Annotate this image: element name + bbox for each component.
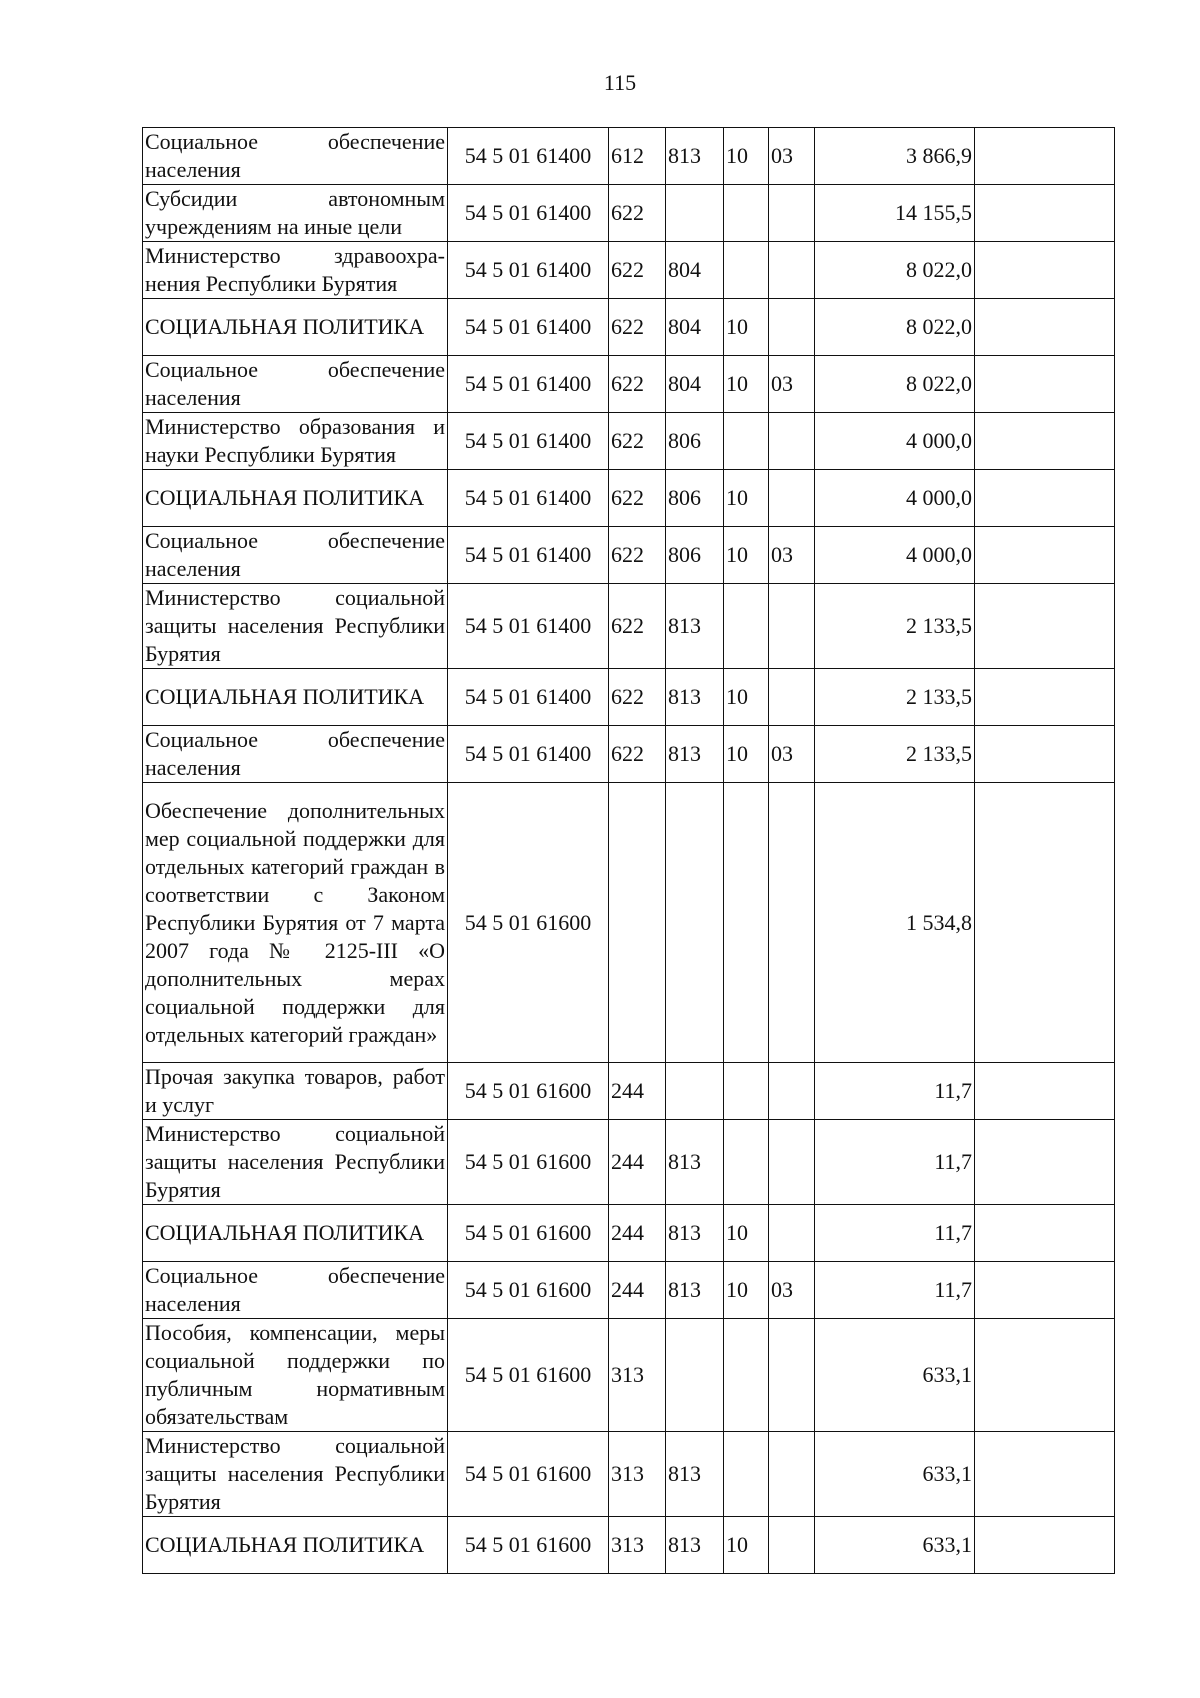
row-name: Министерство здравоохранения Республики Бурятия — [143, 242, 448, 299]
table-row — [143, 1432, 1115, 1517]
row-ministry-code: 804 — [666, 242, 724, 299]
row-subsection: 03 — [769, 356, 815, 413]
row-section — [724, 185, 769, 242]
row-extra — [975, 1120, 1115, 1205]
row-section: 10 — [724, 470, 769, 527]
row-extra — [975, 242, 1115, 299]
row-expense-type: 313 — [609, 1432, 666, 1517]
row-subsection — [769, 1063, 815, 1120]
row-extra — [975, 1517, 1115, 1574]
row-amount: 3 866,9 — [815, 128, 975, 185]
row-expense-type: 622 — [609, 470, 666, 527]
row-expense-type: 622 — [609, 242, 666, 299]
row-section — [724, 783, 769, 1063]
row-name: СОЦИАЛЬНАЯ ПОЛИТИКА — [143, 299, 448, 356]
row-ministry-code: 813 — [666, 1262, 724, 1319]
row-subsection: 03 — [769, 1262, 815, 1319]
row-name: Социальное обеспечение населения — [143, 1262, 448, 1319]
row-section: 10 — [724, 669, 769, 726]
row-target-article: 54 5 01 61400 — [448, 242, 609, 299]
row-name: Министерство образования и науки Республики Бурятия — [143, 413, 448, 470]
row-name: СОЦИАЛЬНАЯ ПОЛИТИКА — [143, 470, 448, 527]
row-name: Министерство социальной защиты населения Республики Бурятия — [143, 1432, 448, 1517]
row-expense-type: 244 — [609, 1063, 666, 1120]
row-subsection — [769, 1432, 815, 1517]
row-ministry-code: 813 — [666, 1432, 724, 1517]
row-section: 10 — [724, 299, 769, 356]
table-row — [143, 1262, 1115, 1319]
table-row — [143, 527, 1115, 584]
table-row — [143, 1205, 1115, 1262]
row-target-article: 54 5 01 61400 — [448, 128, 609, 185]
row-subsection — [769, 669, 815, 726]
row-subsection — [769, 299, 815, 356]
table-row — [143, 726, 1115, 783]
row-ministry-code: 813 — [666, 1120, 724, 1205]
row-amount: 4 000,0 — [815, 527, 975, 584]
row-target-article: 54 5 01 61400 — [448, 413, 609, 470]
row-amount: 1 534,8 — [815, 783, 975, 1063]
row-name: Субсидии автономным учреждениям на иные цели — [143, 185, 448, 242]
row-target-article: 54 5 01 61600 — [448, 1517, 609, 1574]
row-extra — [975, 1319, 1115, 1432]
row-ministry-code: 813 — [666, 1517, 724, 1574]
row-target-article: 54 5 01 61400 — [448, 470, 609, 527]
row-expense-type: 313 — [609, 1319, 666, 1432]
row-expense-type: 622 — [609, 356, 666, 413]
table-row — [143, 242, 1115, 299]
row-ministry-code: 813 — [666, 1205, 724, 1262]
row-section — [724, 413, 769, 470]
row-expense-type: 244 — [609, 1205, 666, 1262]
row-expense-type: 622 — [609, 413, 666, 470]
row-name: Министерство социальной защиты населения Республики Бурятия — [143, 584, 448, 669]
row-subsection — [769, 242, 815, 299]
row-name: Социальное обеспечение населения — [143, 128, 448, 185]
table-row — [143, 669, 1115, 726]
row-expense-type — [609, 783, 666, 1063]
row-extra — [975, 1262, 1115, 1319]
row-subsection — [769, 1205, 815, 1262]
row-subsection — [769, 783, 815, 1063]
row-amount: 11,7 — [815, 1262, 975, 1319]
row-section: 10 — [724, 1205, 769, 1262]
row-ministry-code — [666, 1063, 724, 1120]
table-row — [143, 185, 1115, 242]
row-ministry-code: 806 — [666, 470, 724, 527]
row-subsection — [769, 1319, 815, 1432]
row-extra — [975, 669, 1115, 726]
row-target-article: 54 5 01 61600 — [448, 1432, 609, 1517]
row-ministry-code: 806 — [666, 413, 724, 470]
row-extra — [975, 1432, 1115, 1517]
table-row — [143, 1120, 1115, 1205]
row-amount: 11,7 — [815, 1063, 975, 1120]
row-expense-type: 622 — [609, 185, 666, 242]
row-subsection: 03 — [769, 128, 815, 185]
row-amount: 4 000,0 — [815, 413, 975, 470]
row-target-article: 54 5 01 61400 — [448, 356, 609, 413]
row-name: СОЦИАЛЬНАЯ ПОЛИТИКА — [143, 1205, 448, 1262]
row-ministry-code: 813 — [666, 128, 724, 185]
row-subsection — [769, 470, 815, 527]
row-extra — [975, 726, 1115, 783]
row-subsection — [769, 185, 815, 242]
page-number: 115 — [603, 70, 637, 95]
row-target-article: 54 5 01 61600 — [448, 1120, 609, 1205]
row-expense-type: 244 — [609, 1262, 666, 1319]
row-extra — [975, 783, 1115, 1063]
table-row — [143, 299, 1115, 356]
row-name: Пособия, компенсации, меры социальной поддержки по публичным нормативным обязательствам — [143, 1319, 448, 1432]
row-target-article: 54 5 01 61600 — [448, 1262, 609, 1319]
row-section — [724, 1319, 769, 1432]
row-amount: 11,7 — [815, 1120, 975, 1205]
row-name: СОЦИАЛЬНАЯ ПОЛИТИКА — [143, 1517, 448, 1574]
row-section — [724, 1432, 769, 1517]
row-amount: 633,1 — [815, 1432, 975, 1517]
row-extra — [975, 128, 1115, 185]
row-amount: 2 133,5 — [815, 584, 975, 669]
row-subsection: 03 — [769, 726, 815, 783]
row-name: Социальное обеспечение населения — [143, 527, 448, 584]
row-target-article: 54 5 01 61400 — [448, 726, 609, 783]
row-extra — [975, 527, 1115, 584]
row-subsection — [769, 413, 815, 470]
row-expense-type: 622 — [609, 527, 666, 584]
table-row — [143, 413, 1115, 470]
row-name: Социальное обеспечение населения — [143, 726, 448, 783]
row-expense-type: 612 — [609, 128, 666, 185]
row-section — [724, 584, 769, 669]
table-body — [143, 128, 1115, 1574]
row-ministry-code — [666, 1319, 724, 1432]
row-expense-type: 622 — [609, 299, 666, 356]
row-amount: 633,1 — [815, 1517, 975, 1574]
table-row — [143, 470, 1115, 527]
row-section — [724, 1120, 769, 1205]
row-subsection — [769, 584, 815, 669]
row-target-article: 54 5 01 61400 — [448, 669, 609, 726]
row-name: СОЦИАЛЬНАЯ ПОЛИТИКА — [143, 669, 448, 726]
table-row — [143, 584, 1115, 669]
row-expense-type: 622 — [609, 669, 666, 726]
row-name: Социальное обеспечение населения — [143, 356, 448, 413]
row-ministry-code — [666, 783, 724, 1063]
row-amount: 8 022,0 — [815, 356, 975, 413]
row-target-article: 54 5 01 61600 — [448, 1319, 609, 1432]
row-section: 10 — [724, 1262, 769, 1319]
row-extra — [975, 1205, 1115, 1262]
row-name: Обеспечение дополнительных мер социальной поддержки для отдельных категорий граждан в соответствии с Законом Республики Бурятия от 7 марта 2007 года № 2125-III «О дополнительных мерах социальной поддержки для отдельных категорий граждан» — [143, 783, 448, 1063]
row-target-article: 54 5 01 61600 — [448, 1205, 609, 1262]
table-row — [143, 356, 1115, 413]
row-expense-type: 622 — [609, 726, 666, 783]
row-extra — [975, 470, 1115, 527]
row-section — [724, 1063, 769, 1120]
row-amount: 11,7 — [815, 1205, 975, 1262]
row-section: 10 — [724, 726, 769, 783]
row-section: 10 — [724, 527, 769, 584]
row-subsection — [769, 1120, 815, 1205]
row-amount: 8 022,0 — [815, 299, 975, 356]
row-ministry-code: 806 — [666, 527, 724, 584]
row-amount: 633,1 — [815, 1319, 975, 1432]
row-section — [724, 242, 769, 299]
row-ministry-code: 804 — [666, 299, 724, 356]
row-extra — [975, 299, 1115, 356]
row-ministry-code: 804 — [666, 356, 724, 413]
row-section: 10 — [724, 128, 769, 185]
row-extra — [975, 1063, 1115, 1120]
row-amount: 2 133,5 — [815, 726, 975, 783]
row-expense-type: 313 — [609, 1517, 666, 1574]
row-amount: 4 000,0 — [815, 470, 975, 527]
row-extra — [975, 356, 1115, 413]
row-name: Министерство социальной защиты населения Республики Бурятия — [143, 1120, 448, 1205]
row-extra — [975, 584, 1115, 669]
row-amount: 14 155,5 — [815, 185, 975, 242]
row-subsection: 03 — [769, 527, 815, 584]
row-ministry-code: 813 — [666, 726, 724, 783]
row-target-article: 54 5 01 61400 — [448, 299, 609, 356]
table-row — [143, 1063, 1115, 1120]
row-target-article: 54 5 01 61400 — [448, 185, 609, 242]
row-amount: 2 133,5 — [815, 669, 975, 726]
table-row — [143, 783, 1115, 1063]
row-name: Прочая закупка товаров, работ и услуг — [143, 1063, 448, 1120]
row-extra — [975, 413, 1115, 470]
row-target-article: 54 5 01 61600 — [448, 783, 609, 1063]
row-target-article: 54 5 01 61400 — [448, 584, 609, 669]
row-expense-type: 244 — [609, 1120, 666, 1205]
table-row — [143, 128, 1115, 185]
row-expense-type: 622 — [609, 584, 666, 669]
table-row — [143, 1319, 1115, 1432]
row-target-article: 54 5 01 61400 — [448, 527, 609, 584]
row-section: 10 — [724, 356, 769, 413]
row-section: 10 — [724, 1517, 769, 1574]
row-target-article: 54 5 01 61600 — [448, 1063, 609, 1120]
row-ministry-code: 813 — [666, 584, 724, 669]
row-amount: 8 022,0 — [815, 242, 975, 299]
row-ministry-code — [666, 185, 724, 242]
table-row — [143, 1517, 1115, 1574]
row-ministry-code: 813 — [666, 669, 724, 726]
budget-table — [142, 127, 1115, 1574]
row-subsection — [769, 1517, 815, 1574]
row-extra — [975, 185, 1115, 242]
